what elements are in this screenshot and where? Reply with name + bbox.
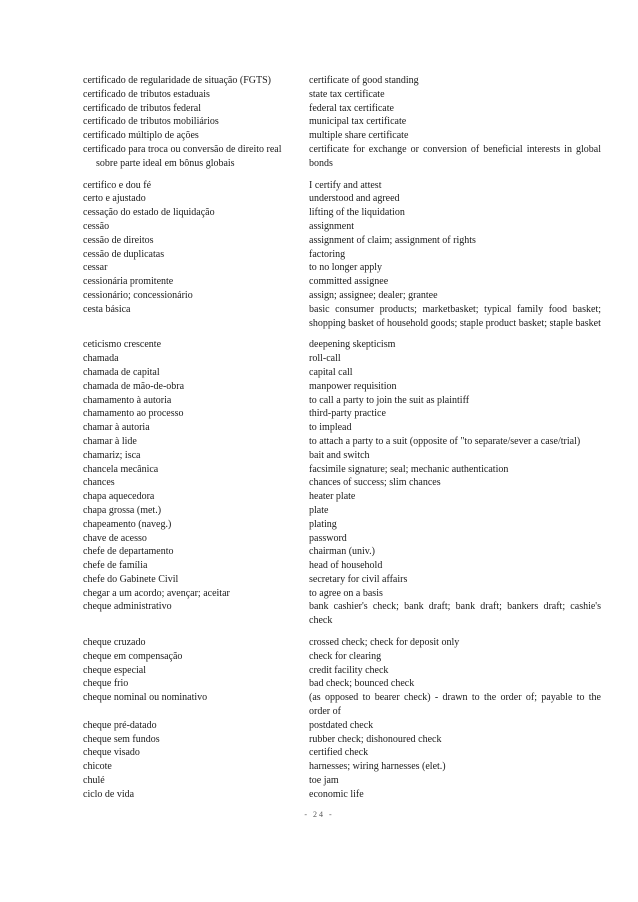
portuguese-term: certificado para troca ou conversão de direito real sobre parte ideal em bônus globais xyxy=(83,143,282,169)
english-translation: password xyxy=(309,532,347,544)
english-translation: secretary for civil affairs xyxy=(309,573,408,585)
glossary-entry xyxy=(83,719,601,733)
glossary-entry xyxy=(83,366,601,380)
english-translation: manpower requisition xyxy=(309,380,397,392)
english-translation: committed assignee xyxy=(309,276,389,288)
portuguese-term: chamariz; isca xyxy=(83,449,141,461)
glossary-entry xyxy=(83,746,601,760)
portuguese-term: cessionária promitente xyxy=(83,276,174,288)
portuguese-term: cessar xyxy=(83,262,108,274)
portuguese-term: chegar a um acordo; avençar; aceitar xyxy=(83,587,230,599)
portuguese-term: cheque visado xyxy=(83,747,140,759)
glossary-entry xyxy=(83,179,601,193)
portuguese-term: cessão xyxy=(83,220,110,232)
glossary-entry xyxy=(83,407,601,421)
glossary-entry xyxy=(83,600,601,628)
glossary-entry xyxy=(83,691,601,719)
english-translation: capital call xyxy=(309,366,353,378)
english-translation: third-party practice xyxy=(309,408,386,420)
glossary-entry xyxy=(83,463,601,477)
glossary-entry xyxy=(83,275,601,289)
portuguese-term: cheque frio xyxy=(83,678,129,690)
glossary-entry xyxy=(83,587,601,601)
glossary-entry xyxy=(83,636,601,650)
english-translation: certificate for exchange or conversion of beneficial interests in global bonds xyxy=(309,143,601,169)
english-translation: rubber check; dishonoured check xyxy=(309,733,442,745)
english-translation: heater plate xyxy=(309,491,356,503)
glossary-entry xyxy=(83,435,601,449)
english-translation: factoring xyxy=(309,248,346,260)
glossary-entry xyxy=(83,518,601,532)
portuguese-term: chamamento ao processo xyxy=(83,408,184,420)
glossary-entry xyxy=(83,650,601,664)
glossary-entry xyxy=(83,129,601,143)
english-translation: assignment xyxy=(309,220,354,232)
glossary-entry xyxy=(83,102,601,116)
page-number: - 24 - xyxy=(304,810,334,819)
portuguese-term: chulé xyxy=(83,775,105,787)
portuguese-term: chefe de departamento xyxy=(83,546,174,558)
english-translation: I certify and attest xyxy=(309,179,382,191)
portuguese-term: chefe do Gabinete Civil xyxy=(83,573,179,585)
portuguese-term: ciclo de vida xyxy=(83,788,135,800)
portuguese-term: chefe de família xyxy=(83,560,148,572)
glossary-entry xyxy=(83,504,601,518)
english-translation: understood and agreed xyxy=(309,193,400,205)
portuguese-term: cheque sem fundos xyxy=(83,733,160,745)
portuguese-term: cessionário; concessionário xyxy=(83,289,193,301)
portuguese-term: chamamento à autoria xyxy=(83,394,172,406)
glossary-entry xyxy=(83,206,601,220)
english-translation: to agree on a basis xyxy=(309,587,383,599)
portuguese-term: cessão de direitos xyxy=(83,234,154,246)
portuguese-term: certificado de tributos federal xyxy=(83,102,201,114)
portuguese-term: chamada de mão-de-obra xyxy=(83,380,185,392)
glossary-entry xyxy=(83,760,601,774)
portuguese-term: cheque administrativo xyxy=(83,601,172,613)
portuguese-term: certificado de regularidade de situação (FGTS) xyxy=(83,75,271,86)
glossary-entry xyxy=(83,476,601,490)
portuguese-term: cheque nominal ou nominativo xyxy=(83,692,208,704)
english-translation: harnesses; wiring harnesses (elet.) xyxy=(309,761,446,773)
portuguese-term: certificado de tributos estaduais xyxy=(83,88,210,100)
english-translation: (as opposed to bearer check) - drawn to the order of; payable to the order of xyxy=(309,692,601,718)
english-translation: to no longer apply xyxy=(309,262,383,274)
english-translation: municipal tax certificate xyxy=(309,116,407,128)
english-translation: head of household xyxy=(309,560,383,572)
portuguese-term: chamada xyxy=(83,353,119,365)
english-translation: certificate of good standing xyxy=(309,75,419,86)
portuguese-term: chicote xyxy=(83,761,112,773)
portuguese-term: chamar à autoria xyxy=(83,422,150,434)
portuguese-term: cheque em compensação xyxy=(83,650,183,662)
english-translation: plating xyxy=(309,518,337,530)
english-translation: to implead xyxy=(309,422,352,434)
glossary-entry xyxy=(83,664,601,678)
glossary-entry xyxy=(83,449,601,463)
portuguese-term: cheque pré-datado xyxy=(83,719,157,731)
glossary-entry xyxy=(83,248,601,262)
glossary-entry xyxy=(83,421,601,435)
glossary-entry xyxy=(83,532,601,546)
entry-spacer xyxy=(83,330,601,338)
glossary-entry xyxy=(83,774,601,788)
portuguese-term: cheque cruzado xyxy=(83,637,146,649)
portuguese-term: chapeamento (naveg.) xyxy=(83,518,172,530)
glossary-entry xyxy=(83,677,601,691)
glossary-entry xyxy=(83,573,601,587)
english-translation: assign; assignee; dealer; grantee xyxy=(309,289,438,301)
english-translation: plate xyxy=(309,504,329,516)
english-translation: chances of success; slim chances xyxy=(309,477,441,489)
english-translation: facsimile signature; seal; mechanic authentication xyxy=(309,463,509,475)
glossary-entry xyxy=(83,74,601,88)
english-translation: check for clearing xyxy=(309,650,382,662)
glossary-list xyxy=(83,74,601,802)
english-translation: state tax certificate xyxy=(309,88,385,100)
entry-spacer xyxy=(83,171,601,179)
portuguese-term: cesta básica xyxy=(83,303,131,315)
glossary-entry xyxy=(83,289,601,303)
glossary-entry xyxy=(83,352,601,366)
english-translation: multiple share certificate xyxy=(309,130,409,142)
portuguese-term: cessação do estado de liquidação xyxy=(83,207,215,219)
english-translation: deepening skepticism xyxy=(309,339,396,351)
english-translation: bank cashier's check; bank draft; bank draft; bankers draft; cashie's check xyxy=(309,601,601,627)
portuguese-term: certificado de tributos mobiliários xyxy=(83,116,219,128)
english-translation: basic consumer products; marketbasket; typical family food basket; shopping basket of household goods; staple product basket; staple basket xyxy=(309,303,601,329)
english-translation: postdated check xyxy=(309,719,374,731)
english-translation: to call a party to join the suit as plaintiff xyxy=(309,394,470,406)
portuguese-term: chamada de capital xyxy=(83,366,160,378)
portuguese-term: chamar à lide xyxy=(83,435,137,447)
glossary-entry xyxy=(83,220,601,234)
glossary-entry xyxy=(83,88,601,102)
glossary-entry xyxy=(83,545,601,559)
glossary-entry xyxy=(83,490,601,504)
portuguese-term: certificado múltiplo de ações xyxy=(83,130,199,142)
glossary-entry xyxy=(83,394,601,408)
portuguese-term: chapa aquecedora xyxy=(83,491,155,503)
glossary-entry xyxy=(83,234,601,248)
entry-spacer xyxy=(83,628,601,636)
english-translation: certified check xyxy=(309,747,369,759)
portuguese-term: chances xyxy=(83,477,115,489)
english-translation: economic life xyxy=(309,788,364,800)
portuguese-term: chave de acesso xyxy=(83,532,147,544)
english-translation: roll-call xyxy=(309,353,341,365)
glossary-entry xyxy=(83,261,601,275)
glossary-entry xyxy=(83,733,601,747)
glossary-entry xyxy=(83,115,601,129)
portuguese-term: chancela mecânica xyxy=(83,463,159,475)
english-translation: chairman (univ.) xyxy=(309,546,375,558)
portuguese-term: cheque especial xyxy=(83,664,147,676)
glossary-entry xyxy=(83,192,601,206)
english-translation: lifting of the liquidation xyxy=(309,207,405,219)
english-translation: to attach a party to a suit (opposite of "to separate/sever a case/trial) xyxy=(309,435,581,447)
english-translation: assignment of claim; assignment of rights xyxy=(309,234,476,246)
glossary-entry xyxy=(83,380,601,394)
glossary-entry xyxy=(83,338,601,352)
portuguese-term: certifico e dou fé xyxy=(83,179,152,191)
glossary-entry xyxy=(83,559,601,573)
english-translation: bad check; bounced check xyxy=(309,678,415,690)
glossary-entry xyxy=(83,303,601,331)
portuguese-term: certo e ajustado xyxy=(83,193,146,205)
english-translation: bait and switch xyxy=(309,449,370,461)
glossary-entry xyxy=(83,788,601,802)
english-translation: federal tax certificate xyxy=(309,102,394,114)
english-translation: crossed check; check for deposit only xyxy=(309,637,460,649)
portuguese-term: chapa grossa (met.) xyxy=(83,504,162,516)
glossary-entry xyxy=(83,143,601,171)
portuguese-term: ceticismo crescente xyxy=(83,339,162,351)
english-translation: credit facility check xyxy=(309,664,389,676)
english-translation: toe jam xyxy=(309,775,339,787)
portuguese-term: cessão de duplicatas xyxy=(83,248,165,260)
